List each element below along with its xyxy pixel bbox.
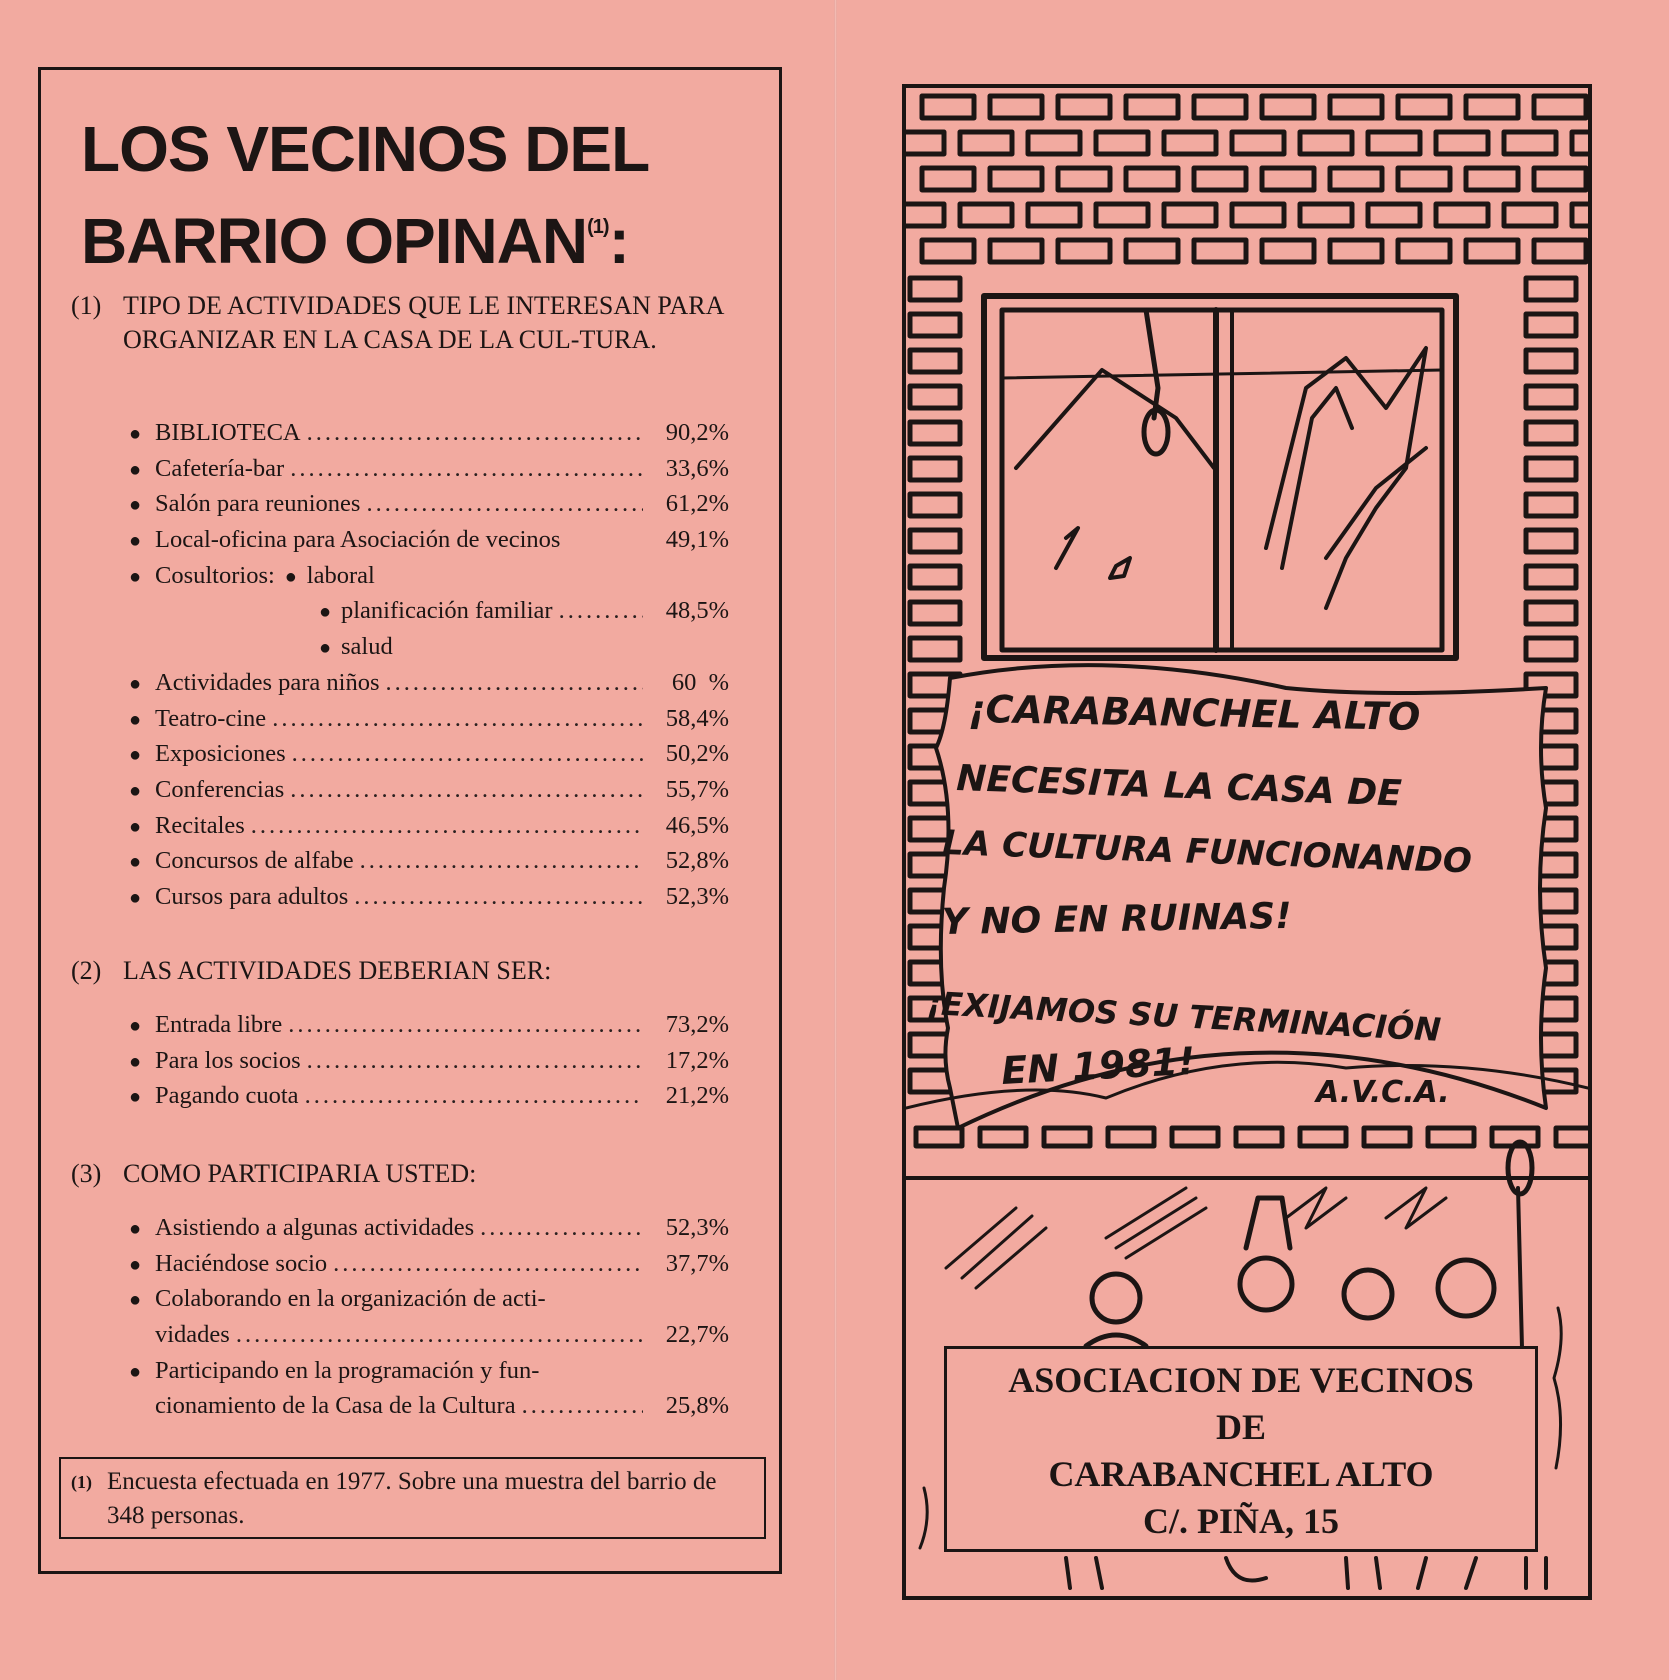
item-value: 49,1% <box>665 526 729 554</box>
item-label: Conferencias <box>155 775 285 803</box>
item-label: BIBLIOTECA <box>155 419 301 446</box>
leader-dots <box>522 1388 643 1424</box>
list-item <box>129 1043 729 1079</box>
bullet-icon: ● <box>129 1360 142 1383</box>
item-label: Para los socios <box>155 1046 301 1074</box>
brick <box>922 240 974 262</box>
brick <box>1398 240 1450 262</box>
item-label: Pagando cuota <box>155 1082 299 1110</box>
leader-dots <box>559 593 643 629</box>
item-label: Recitales <box>155 811 245 839</box>
item-label-continuation: cionamiento de la Casa de la Cultura <box>155 1392 516 1420</box>
brick <box>1504 132 1556 154</box>
brick <box>1466 168 1518 190</box>
brick <box>1232 132 1284 154</box>
bullet-icon: ● <box>129 458 142 481</box>
list-item <box>129 486 729 522</box>
brick <box>906 204 944 226</box>
item-label-continuation: vidades <box>155 1321 230 1349</box>
bullet-icon: ● <box>129 530 142 553</box>
leader-dots <box>386 665 643 701</box>
brick <box>1504 204 1556 226</box>
list-item-continuation <box>129 1388 729 1424</box>
list-item <box>129 558 729 594</box>
brick <box>922 168 974 190</box>
item-value: 52,8% <box>665 847 729 875</box>
item-value: 33,6% <box>665 454 729 482</box>
brick <box>1330 96 1382 118</box>
leader-dots <box>290 772 643 808</box>
brick <box>1058 240 1110 262</box>
brick <box>1194 168 1246 190</box>
section2-title: LAS ACTIVIDADES DEBERIAN SER: <box>123 956 552 985</box>
headline-line2: BARRIO OPINAN <box>81 205 588 277</box>
brick <box>910 422 960 444</box>
brick <box>1526 566 1576 588</box>
brick <box>1466 240 1518 262</box>
broken-glass <box>1016 370 1214 468</box>
item-label: Entrada libre <box>155 1011 283 1038</box>
brick <box>960 204 1012 226</box>
bullet-icon: ● <box>129 565 142 588</box>
item-label: Exposiciones <box>155 740 286 768</box>
brick <box>1526 458 1576 480</box>
list-item <box>129 451 729 487</box>
footnote-mark: (1) <box>71 1472 92 1492</box>
item-label: Participando en la programación y fun- <box>155 1356 540 1384</box>
brick <box>1194 240 1246 262</box>
item-value: 60 % <box>671 668 729 696</box>
bullet-icon: ● <box>129 672 142 695</box>
person-head <box>1092 1274 1140 1322</box>
brick <box>1526 278 1576 300</box>
bullet-icon: ● <box>129 423 142 445</box>
bullet-icon: ● <box>129 1086 142 1109</box>
brick <box>1526 350 1576 372</box>
brick <box>1300 204 1352 226</box>
item-label: Cursos para adultos <box>155 882 349 910</box>
bullet-icon: ● <box>129 494 142 517</box>
brick <box>960 132 1012 154</box>
leader-dots <box>333 1246 643 1282</box>
banner-line6: EN 1981! <box>1000 1038 1197 1093</box>
leader-dots <box>307 415 643 451</box>
brick <box>1330 240 1382 262</box>
item-sublabel: planificación familiar <box>341 597 553 625</box>
list-item <box>129 665 729 701</box>
brick <box>1368 132 1420 154</box>
brick <box>1058 168 1110 190</box>
item-label: Asistiendo a algunas actividades <box>155 1214 475 1241</box>
list-item <box>129 522 729 558</box>
person-hat <box>1246 1198 1290 1248</box>
brick <box>922 96 974 118</box>
leader-dots <box>354 879 643 915</box>
brick <box>1108 1128 1154 1146</box>
list-item <box>129 843 729 879</box>
brick <box>1368 204 1420 226</box>
item-label: Actividades para niños <box>155 668 380 696</box>
brick <box>1526 638 1576 660</box>
bullet-icon: ● <box>129 1253 142 1276</box>
section3-list <box>129 1210 729 1424</box>
list-item <box>129 772 729 808</box>
brick <box>910 602 960 624</box>
item-label: Local-oficina para Asociación de vecinos <box>155 526 561 554</box>
brick <box>1300 132 1352 154</box>
leader-dots <box>366 486 643 522</box>
banner-signature: A.V.C.A. <box>1316 1075 1450 1110</box>
list-subitem <box>129 629 729 665</box>
item-value: 55,7% <box>665 775 729 803</box>
leader-dots <box>360 843 643 879</box>
item-value: 73,2% <box>665 1011 729 1038</box>
brick <box>1364 1128 1410 1146</box>
brick <box>990 96 1042 118</box>
brick <box>1526 602 1576 624</box>
bullet-icon: ● <box>129 886 142 909</box>
window-inner-frame <box>1002 310 1442 650</box>
brick <box>1164 132 1216 154</box>
list-item <box>129 1246 729 1282</box>
leader-dots <box>288 1007 643 1043</box>
item-value: 21,2% <box>665 1082 729 1110</box>
brick <box>1398 168 1450 190</box>
brick <box>1436 132 1488 154</box>
bullet-icon: ● <box>129 1218 142 1240</box>
section1-title: TIPO DE ACTIVIDADES QUE LE INTERESAN PARA ORGANIZAR EN LA CASA DE LA CUL-TURA. <box>123 291 723 354</box>
list-subitem <box>129 593 729 629</box>
list-item <box>129 808 729 844</box>
brick <box>906 132 944 154</box>
brick <box>1126 240 1178 262</box>
item-value: 52,3% <box>665 882 729 910</box>
brick <box>910 278 960 300</box>
banner-line2: NECESITA LA CASA DE <box>955 758 1403 815</box>
brick <box>1262 96 1314 118</box>
brick <box>1526 422 1576 444</box>
brick <box>1096 204 1148 226</box>
item-value: 46,5% <box>665 811 729 839</box>
list-item-continuation <box>129 1317 729 1353</box>
bullet-icon: ● <box>129 708 142 731</box>
bullet-icon: ● <box>129 744 142 767</box>
bullet-icon: ● <box>129 1050 142 1073</box>
bullet-icon: ● <box>129 851 142 874</box>
headline-footnote-mark: (1) <box>587 216 609 238</box>
brick <box>1398 96 1450 118</box>
list-item <box>129 1078 729 1114</box>
section2-heading <box>71 954 761 988</box>
list-item <box>129 1353 729 1389</box>
brick <box>1044 1128 1090 1146</box>
section2-number: (2) <box>71 956 102 985</box>
brick <box>916 1128 962 1146</box>
brick <box>1164 204 1216 226</box>
brick <box>1572 204 1588 226</box>
brick <box>1126 168 1178 190</box>
brick <box>1534 96 1586 118</box>
leader-dots <box>290 451 643 487</box>
item-label: Concursos de alfabe <box>155 847 354 875</box>
footnote <box>59 1457 766 1539</box>
brick <box>1466 96 1518 118</box>
brick <box>910 494 960 516</box>
headline <box>81 110 649 280</box>
banner-line5: ¡EXIJAMOS SU TERMINACIÓN <box>925 984 1442 1049</box>
section2-list <box>129 1007 729 1114</box>
brick <box>1526 386 1576 408</box>
brick <box>1526 314 1576 336</box>
association-address: C/. PIÑA, 15 <box>1143 1501 1339 1541</box>
brick <box>1028 132 1080 154</box>
window-frame <box>984 296 1456 658</box>
brick <box>1172 1128 1218 1146</box>
leader-dots <box>307 1043 643 1079</box>
item-value: 25,8% <box>665 1392 729 1420</box>
leader-dots <box>272 701 643 737</box>
brick <box>1126 96 1178 118</box>
illustration-panel <box>902 84 1592 1600</box>
brick <box>1262 240 1314 262</box>
brick <box>990 240 1042 262</box>
item-value: 50,2% <box>665 740 729 768</box>
item-value: 61,2% <box>665 490 729 518</box>
brick <box>1526 530 1576 552</box>
banner-line3: LA CULTURA FUNCIONANDO <box>941 823 1473 882</box>
brick <box>1556 1128 1588 1146</box>
brick <box>1534 240 1586 262</box>
brick <box>980 1128 1026 1146</box>
brick <box>910 638 960 660</box>
list-item <box>129 1007 729 1043</box>
brick <box>1262 168 1314 190</box>
headline-line1: LOS VECINOS DEL <box>81 113 650 185</box>
brick <box>1572 132 1588 154</box>
item-value: 58,4% <box>665 704 729 732</box>
leader-dots <box>305 1078 643 1114</box>
bullet-icon: ● <box>319 637 332 660</box>
brick <box>1096 132 1148 154</box>
bullet-icon: ● <box>284 565 297 588</box>
section1-heading <box>71 289 761 357</box>
association-name: ASOCIACION DE VECINOS <box>1008 1360 1474 1400</box>
brick <box>1232 204 1284 226</box>
item-value: 17,2% <box>665 1046 729 1074</box>
section1-list <box>129 415 729 915</box>
item-value: 22,7% <box>665 1321 729 1349</box>
section1-number: (1) <box>71 291 102 320</box>
brick <box>1330 168 1382 190</box>
banner-line1: ¡CARABANCHEL ALTO <box>967 687 1421 739</box>
leader-dots <box>236 1317 643 1353</box>
headline-colon: : <box>608 205 629 277</box>
list-item <box>129 736 729 772</box>
brick <box>1436 204 1488 226</box>
item-sublabel: laboral <box>306 561 375 589</box>
brick <box>910 530 960 552</box>
brick <box>910 350 960 372</box>
item-label: Haciéndose socio <box>155 1249 328 1277</box>
section3-heading <box>71 1157 761 1191</box>
brick <box>1534 168 1586 190</box>
brick <box>910 566 960 588</box>
list-item <box>129 415 729 451</box>
brick <box>1194 96 1246 118</box>
footnote-text: Encuesta efectuada en 1977. Sobre una muestra del barrio de 348 personas. <box>107 1468 717 1529</box>
association-de: DE <box>1215 1407 1266 1447</box>
bullet-icon: ● <box>129 779 142 802</box>
brick <box>1058 96 1110 118</box>
association-district: CARABANCHEL ALTO <box>1048 1454 1434 1494</box>
brick <box>1236 1128 1282 1146</box>
brick <box>1028 204 1080 226</box>
item-label: Teatro-cine <box>155 704 267 732</box>
item-value: 37,7% <box>665 1249 729 1277</box>
item-value: 52,3% <box>665 1214 729 1241</box>
item-value: 90,2% <box>665 419 729 446</box>
bullet-icon: ● <box>319 601 332 624</box>
brick <box>910 314 960 336</box>
brick <box>990 168 1042 190</box>
item-value: 48,5% <box>665 597 729 625</box>
leader-dots <box>480 1210 643 1246</box>
bullet-icon: ● <box>129 1289 142 1312</box>
leader-dots <box>251 808 643 844</box>
brick <box>910 386 960 408</box>
brick <box>910 458 960 480</box>
page-fold <box>834 0 837 1680</box>
leader-dots <box>292 736 643 772</box>
banner-line4: Y NO EN RUINAS! <box>941 895 1292 943</box>
section3-title: COMO PARTICIPARIA USTED: <box>123 1159 477 1188</box>
bullet-icon: ● <box>129 815 142 838</box>
bullet-icon: ● <box>129 1015 142 1037</box>
brick <box>1428 1128 1474 1146</box>
brick <box>1300 1128 1346 1146</box>
item-label: Salón para reuniones <box>155 490 361 518</box>
list-item <box>129 879 729 915</box>
list-item <box>129 1210 729 1246</box>
sign-post <box>1518 1188 1522 1348</box>
item-label: Cafetería-bar <box>155 454 285 482</box>
section3-number: (3) <box>71 1159 102 1188</box>
list-item <box>129 701 729 737</box>
brick <box>1526 494 1576 516</box>
association-box <box>944 1346 1538 1552</box>
survey-panel <box>38 67 782 1574</box>
item-sublabel: salud <box>341 633 393 661</box>
item-label: Colaborando en la organización de acti- <box>155 1285 546 1313</box>
list-item <box>129 1281 729 1317</box>
item-label: Cosultorios: <box>155 561 275 589</box>
